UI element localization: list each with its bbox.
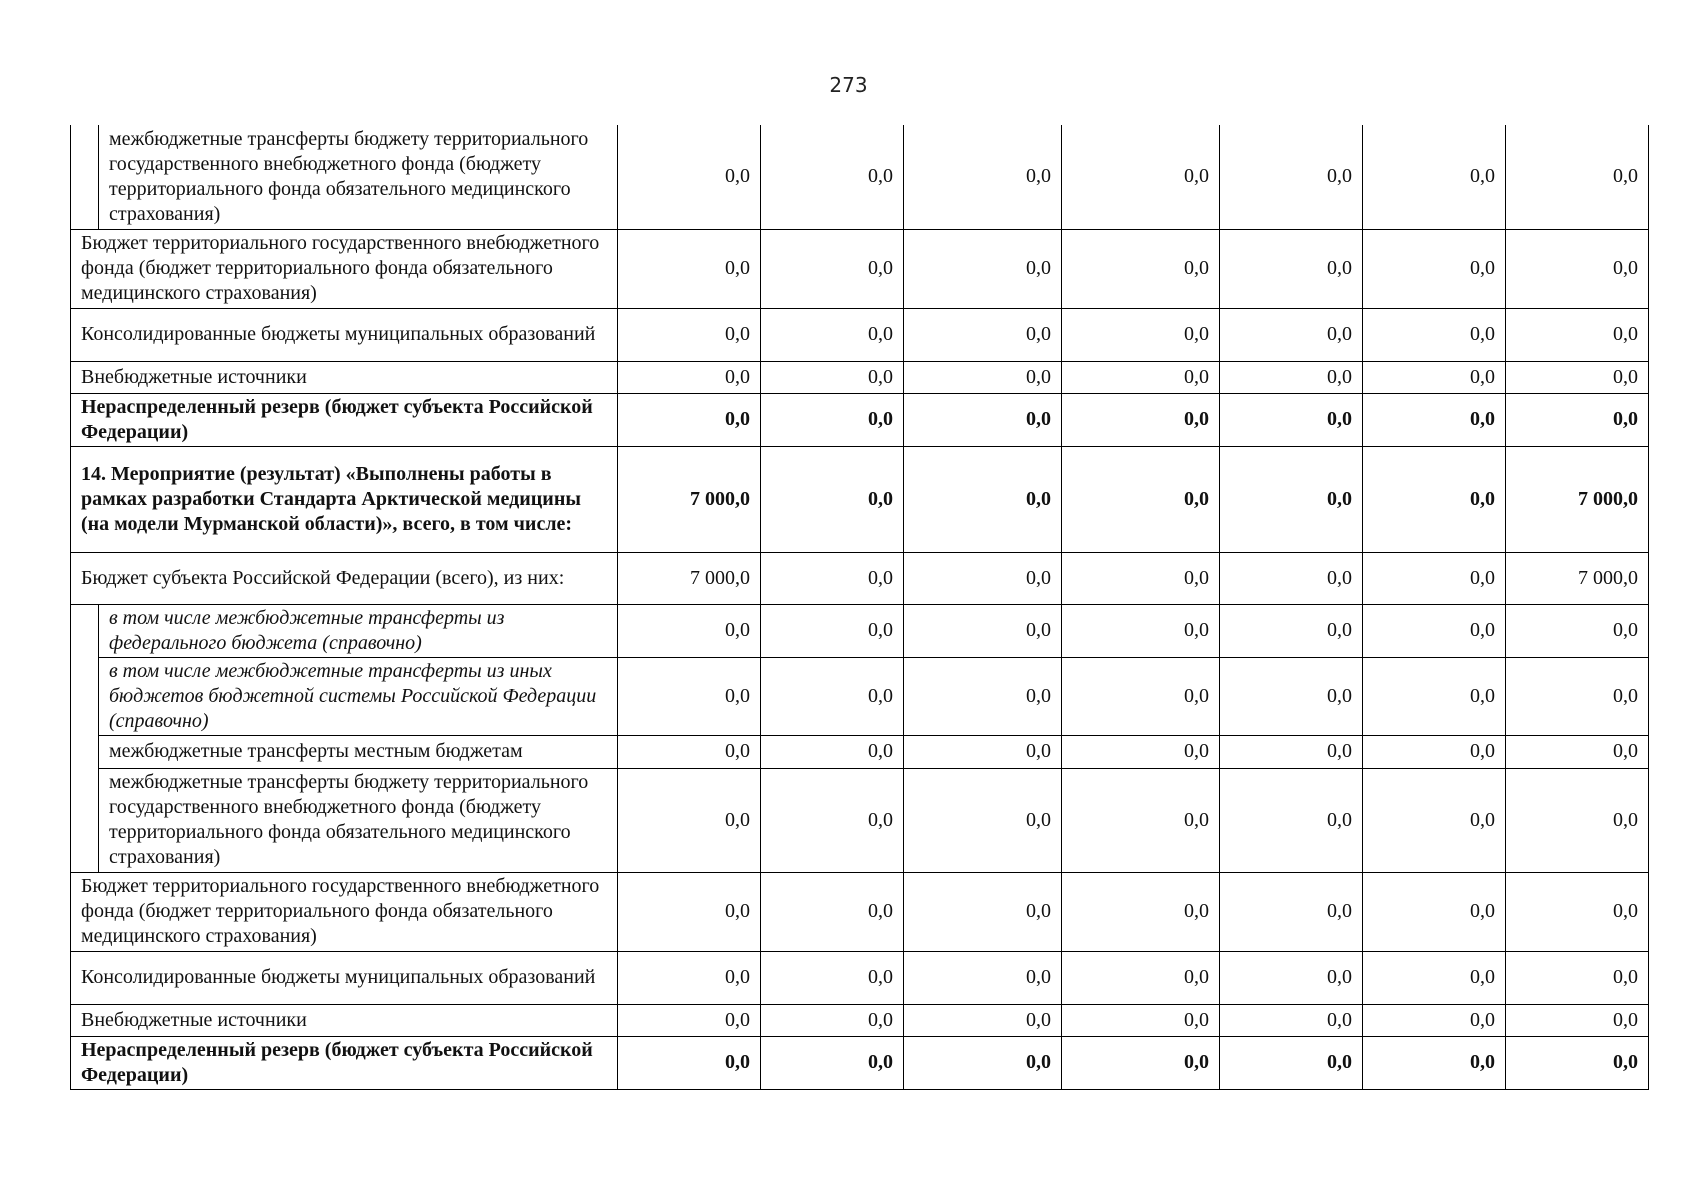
value-cell: 0,0	[618, 1036, 761, 1089]
value-cell: 7 000,0	[1506, 446, 1649, 552]
value-cell: 0,0	[1062, 604, 1220, 657]
value-cell: 0,0	[1062, 1004, 1220, 1036]
table-row	[71, 229, 1649, 308]
value-cell: 0,0	[1062, 552, 1220, 604]
value-cell: 0,0	[1220, 604, 1363, 657]
value-cell: 0,0	[1506, 768, 1649, 872]
value-cell: 0,0	[1220, 872, 1363, 951]
value-cell: 0,0	[1363, 552, 1506, 604]
value-cell: 0,0	[1062, 308, 1220, 361]
value-cell: 0,0	[1220, 1004, 1363, 1036]
value-cell: 0,0	[1220, 1036, 1363, 1089]
row-label: Внебюджетные источники	[71, 1004, 618, 1036]
row-label: межбюджетные трансферты бюджету территориального государственного внебюджетного фонда (бюджету территориального фонда обязательного медицинского страхования)	[99, 125, 618, 229]
value-cell: 0,0	[1363, 604, 1506, 657]
table-row	[71, 125, 1649, 229]
value-cell: 0,0	[1062, 125, 1220, 229]
value-cell: 0,0	[904, 768, 1062, 872]
value-cell: 0,0	[1220, 361, 1363, 393]
value-cell: 0,0	[761, 446, 904, 552]
value-cell: 0,0	[1506, 1004, 1649, 1036]
page-number: 273	[829, 73, 868, 97]
row-label: межбюджетные трансферты бюджету территориального государственного внебюджетного фонда (бюджету территориального фонда обязательного медицинского страхования)	[99, 768, 618, 872]
value-cell: 0,0	[904, 735, 1062, 768]
table-row	[71, 446, 1649, 552]
budget-table	[70, 125, 1649, 1090]
value-cell: 0,0	[904, 393, 1062, 446]
value-cell: 0,0	[761, 393, 904, 446]
value-cell: 0,0	[1363, 308, 1506, 361]
value-cell: 0,0	[1062, 951, 1220, 1004]
row-label: межбюджетные трансферты местным бюджетам	[99, 735, 618, 768]
value-cell: 0,0	[1220, 657, 1363, 735]
value-cell: 0,0	[618, 125, 761, 229]
indent-cell	[71, 125, 99, 229]
value-cell: 0,0	[1220, 393, 1363, 446]
value-cell: 0,0	[618, 951, 761, 1004]
value-cell: 0,0	[904, 446, 1062, 552]
value-cell: 0,0	[1220, 125, 1363, 229]
value-cell: 0,0	[761, 308, 904, 361]
value-cell: 0,0	[1506, 1036, 1649, 1089]
value-cell: 0,0	[618, 308, 761, 361]
value-cell: 0,0	[904, 872, 1062, 951]
value-cell: 0,0	[1363, 125, 1506, 229]
value-cell: 0,0	[904, 1036, 1062, 1089]
value-cell: 0,0	[904, 604, 1062, 657]
table-row	[71, 951, 1649, 1004]
value-cell: 0,0	[1506, 393, 1649, 446]
value-cell: 0,0	[761, 125, 904, 229]
row-label: Консолидированные бюджеты муниципальных образований	[71, 308, 618, 361]
value-cell: 0,0	[1062, 657, 1220, 735]
value-cell: 0,0	[1062, 229, 1220, 308]
value-cell: 0,0	[1062, 735, 1220, 768]
table-row	[71, 604, 1649, 657]
table-row	[71, 552, 1649, 604]
value-cell: 0,0	[1363, 872, 1506, 951]
value-cell: 0,0	[1506, 872, 1649, 951]
table-row	[71, 308, 1649, 361]
value-cell: 0,0	[904, 657, 1062, 735]
value-cell: 0,0	[904, 361, 1062, 393]
value-cell: 0,0	[761, 735, 904, 768]
row-label: в том числе межбюджетные трансферты из иных бюджетов бюджетной системы Российской Федерации (справочно)	[99, 657, 618, 735]
row-label: Бюджет территориального государственного внебюджетного фонда (бюджет территориального фонда обязательного медицинского страхования)	[71, 872, 618, 951]
value-cell: 0,0	[1220, 552, 1363, 604]
row-label: Внебюджетные источники	[71, 361, 618, 393]
table-row	[71, 393, 1649, 446]
value-cell: 0,0	[618, 604, 761, 657]
value-cell: 0,0	[1062, 1036, 1220, 1089]
value-cell: 0,0	[1062, 361, 1220, 393]
value-cell: 0,0	[1363, 361, 1506, 393]
value-cell: 0,0	[761, 1036, 904, 1089]
value-cell: 0,0	[618, 735, 761, 768]
value-cell: 0,0	[761, 361, 904, 393]
value-cell: 7 000,0	[618, 446, 761, 552]
value-cell: 0,0	[618, 393, 761, 446]
table-row	[71, 872, 1649, 951]
row-label: 14. Мероприятие (результат) «Выполнены работы в рамках разработки Стандарта Арктической медицины (на модели Мурманской области)», всего, в том числе:	[71, 446, 618, 552]
row-label: Консолидированные бюджеты муниципальных образований	[71, 951, 618, 1004]
value-cell: 0,0	[761, 229, 904, 308]
table-row	[71, 1004, 1649, 1036]
value-cell: 0,0	[618, 361, 761, 393]
value-cell: 0,0	[1220, 768, 1363, 872]
table-row	[71, 1036, 1649, 1089]
value-cell: 0,0	[904, 1004, 1062, 1036]
value-cell: 0,0	[1363, 1004, 1506, 1036]
value-cell: 0,0	[904, 308, 1062, 361]
value-cell: 0,0	[1506, 361, 1649, 393]
value-cell: 0,0	[1363, 951, 1506, 1004]
value-cell: 0,0	[761, 768, 904, 872]
value-cell: 0,0	[618, 1004, 761, 1036]
table-row	[71, 361, 1649, 393]
table-row	[71, 735, 1649, 768]
value-cell: 0,0	[618, 872, 761, 951]
value-cell: 0,0	[1363, 446, 1506, 552]
value-cell: 0,0	[1363, 393, 1506, 446]
row-label: Бюджет субъекта Российской Федерации (всего), из них:	[71, 552, 618, 604]
value-cell: 0,0	[1506, 125, 1649, 229]
value-cell: 0,0	[1506, 604, 1649, 657]
value-cell: 0,0	[1220, 735, 1363, 768]
value-cell: 7 000,0	[1506, 552, 1649, 604]
value-cell: 0,0	[761, 1004, 904, 1036]
value-cell: 0,0	[761, 604, 904, 657]
value-cell: 0,0	[1363, 1036, 1506, 1089]
value-cell: 0,0	[1062, 393, 1220, 446]
value-cell: 0,0	[761, 872, 904, 951]
value-cell: 0,0	[1062, 872, 1220, 951]
value-cell: 0,0	[761, 552, 904, 604]
indent-cell	[71, 604, 99, 872]
row-label: в том числе межбюджетные трансферты из федерального бюджета (справочно)	[99, 604, 618, 657]
value-cell: 0,0	[904, 951, 1062, 1004]
value-cell: 0,0	[1363, 768, 1506, 872]
value-cell: 0,0	[1506, 657, 1649, 735]
row-label: Нераспределенный резерв (бюджет субъекта Российской Федерации)	[71, 393, 618, 446]
value-cell: 0,0	[1220, 229, 1363, 308]
value-cell: 0,0	[1220, 446, 1363, 552]
value-cell: 0,0	[904, 552, 1062, 604]
value-cell: 0,0	[1506, 308, 1649, 361]
budget-table-body	[71, 125, 1649, 1089]
value-cell: 0,0	[1506, 951, 1649, 1004]
value-cell: 0,0	[1363, 229, 1506, 308]
value-cell: 0,0	[1363, 735, 1506, 768]
table-row	[71, 768, 1649, 872]
value-cell: 0,0	[904, 125, 1062, 229]
table-row	[71, 657, 1649, 735]
value-cell: 0,0	[904, 229, 1062, 308]
value-cell: 0,0	[761, 657, 904, 735]
row-label: Нераспределенный резерв (бюджет субъекта Российской Федерации)	[71, 1036, 618, 1089]
value-cell: 0,0	[1062, 446, 1220, 552]
value-cell: 0,0	[1506, 735, 1649, 768]
value-cell: 0,0	[1220, 951, 1363, 1004]
value-cell: 0,0	[1506, 229, 1649, 308]
value-cell: 0,0	[1062, 768, 1220, 872]
value-cell: 0,0	[618, 657, 761, 735]
value-cell: 0,0	[1220, 308, 1363, 361]
row-label: Бюджет территориального государственного внебюджетного фонда (бюджет территориального фонда обязательного медицинского страхования)	[71, 229, 618, 308]
value-cell: 0,0	[1363, 657, 1506, 735]
value-cell: 0,0	[761, 951, 904, 1004]
value-cell: 7 000,0	[618, 552, 761, 604]
value-cell: 0,0	[618, 229, 761, 308]
value-cell: 0,0	[618, 768, 761, 872]
